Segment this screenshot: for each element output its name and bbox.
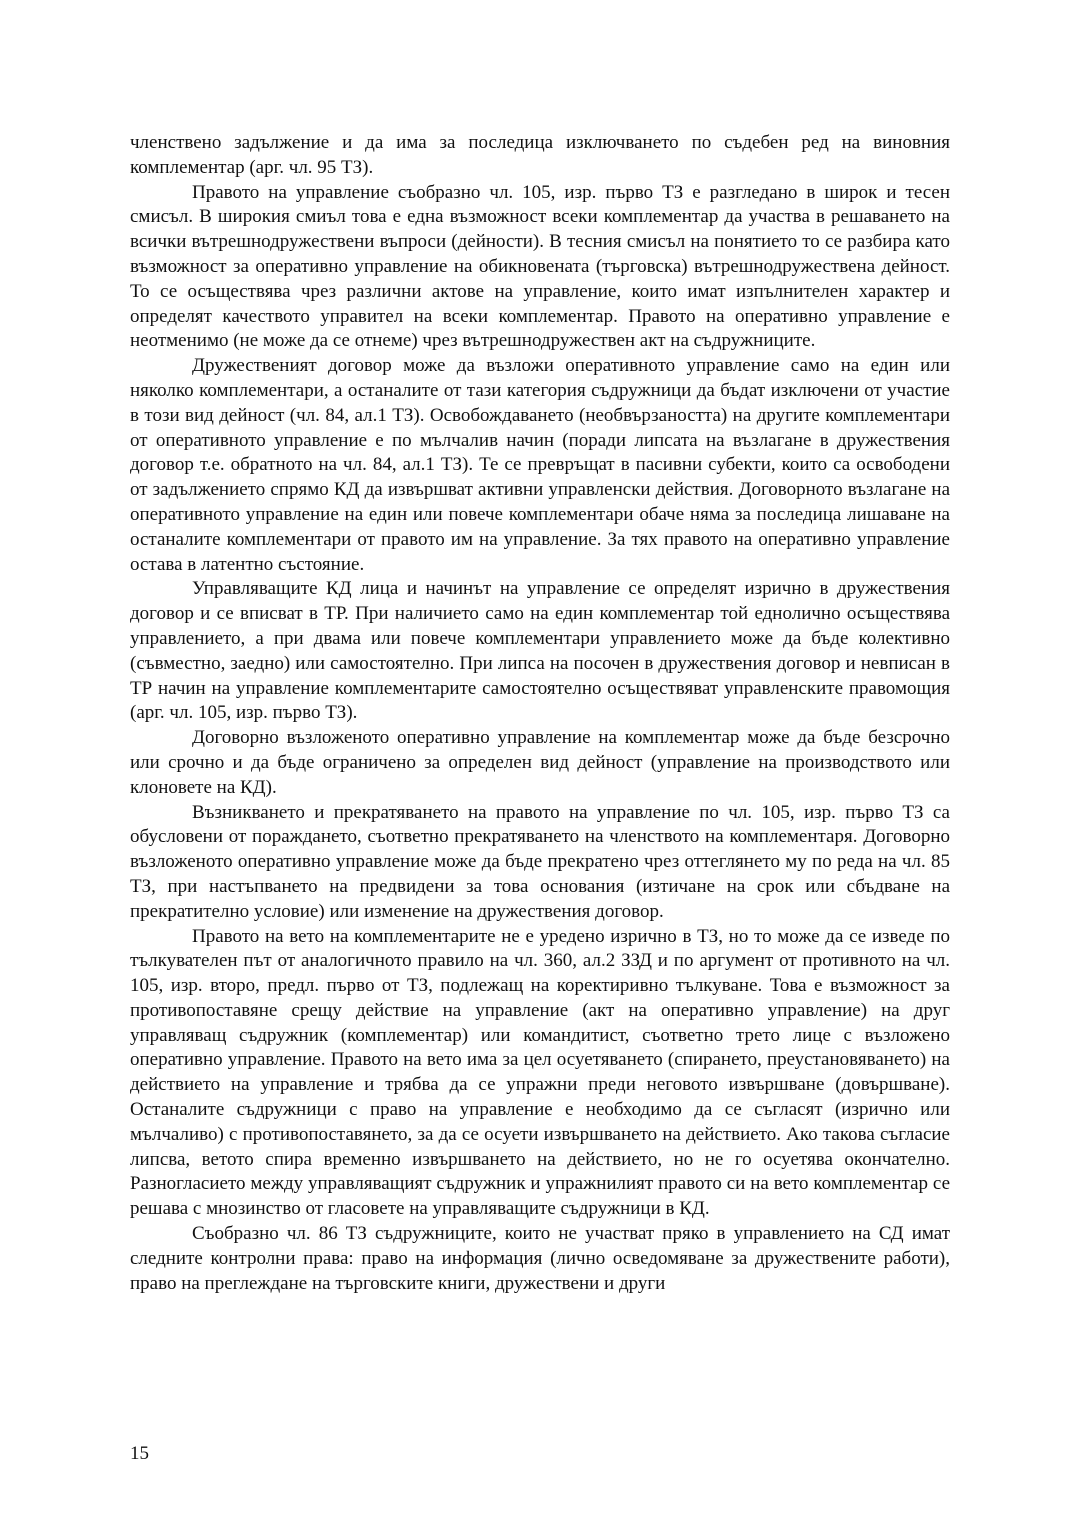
paragraph-continuation: членствено задължение и да има за последица изключването по съдебен ред на виновния комплементар (арг. чл. 95 ТЗ). (130, 132, 950, 178)
page-number: 15 (130, 1443, 149, 1464)
paragraph-company-contract: Дружественият договор може да възложи оперативното управление само на един или няколко комплементари, а останалите от тази категория съдружници да бъдат изключени от участие в този вид дейност (чл. 84, ал.1 ТЗ). Освобождаването (необвързаността) на другите комплементари от оперативното управление е по мълчалив начин (поради липсата на възлагане в дружествения договор т.е. обратното на чл. 84, ал.1 ТЗ). Те се превръщат в пасивни субекти, които са освободени от задължението спрямо КД да извършват активни управленски действия. Договорното възлагане на оперативното управление на един или повече комплементари обаче няма за последица лишаване на останалите комплементари от правото им на управление. За тях правото на оперативно управление остава в латентно състояние. (130, 355, 950, 575)
body-text (130, 131, 950, 1296)
paragraph-termination: Възникването и прекратяването на правото на управление по чл. 105, изр. първо ТЗ са обусловени от пораждането, съответно прекратяването на членството на комплементаря. Договорно възложеното оперативно управление може да бъде прекратено чрез оттеглянето му по реда на чл. 85 ТЗ, при настъпването на предвидени за това основания (изтичане на срок или сбъдване на прекратително условие) или изменение на дружествения договор. (130, 801, 950, 922)
paragraph-management-right: Правото на управление съобразно чл. 105, изр. първо ТЗ е разгледано в широк и тесен смисъл. В широкия смиъл това е една възможност всеки комплементар да участва в решаването на всички вътрешнодружествени въпроси (дейности). В тесния смисъл на понятието то се разбира като възможност за оперативно управление на обикновената (търговска) вътрешнодружествена дейност. То се осъществява чрез различни актове на управление, които имат изпълнителен характер и определят качеството управител на всеки комплементар. Правото на оперативно управление е неотменимо (не може да се отнеме) чрез вътрешнодружествен акт на съдружниците. (130, 181, 950, 352)
paragraph-contractual-management: Договорно възложеното оперативно управление на комплементар може да бъде безсрочно или срочно и да бъде ограничено за определен вид дейност (управление на производството или клоновете на КД). (130, 727, 950, 798)
paragraph-managing-persons: Управляващите КД лица и начинът на управление се определят изрично в дружествения договор и се вписват в ТР. При наличието само на един комплементар той еднолично осъществява управлението, а при двама или повече комплементари управлението може да бъде колективно (съвместно, заедно) или самостоятелно. При липса на посочен в дружествения договор и невписан в ТР начин на управление комплементарите самостоятелно осъществяват управленските правомощия (арг. чл. 105, изр. първо ТЗ). (130, 578, 950, 724)
paragraph-veto-right: Правото на вето на комплементарите не е уредено изрично в ТЗ, но то може да се изведе по тълкувателен път от аналогичното правило на чл. 360, ал.2 ЗЗД и по аргумент от противното на чл. 105, изр. второ, предл. първо от ТЗ, подлежащ на коректиривно тълкуване. Това е възможност за противопоставяне срещу действие на управление (акт на оперативно управление) на друг управляващ съдружник (комплементар) или командитист, съответно трето лице с възложено оперативно управление. Правото на вето има за цел осуетяването (спирането, преустановяването) на действието на управление и трябва да се упражни преди неговото извършване (довършване). Останалите съдружници с право на управление е необходимо да се съгласят (изрично или мълчаливо) с противопоставянето, за да се осуети извършването на действието. Ако такова съгласие липсва, ветото спира временно извършването на действието, но не го осуетява окончателно. Разногласието между управляващият съдружник и упражнилият правото си на вето комплементар се решава с мнозинство от гласовете на управляващите съдружници в КД. (130, 925, 950, 1220)
paragraph-control-rights: Съобразно чл. 86 ТЗ съдружниците, които не участват пряко в управлението на СД имат следните контролни права: право на информация (лично осведомяване за дружествените работи), право на преглеждане на търговските книги, дружествени и други (130, 1223, 950, 1294)
